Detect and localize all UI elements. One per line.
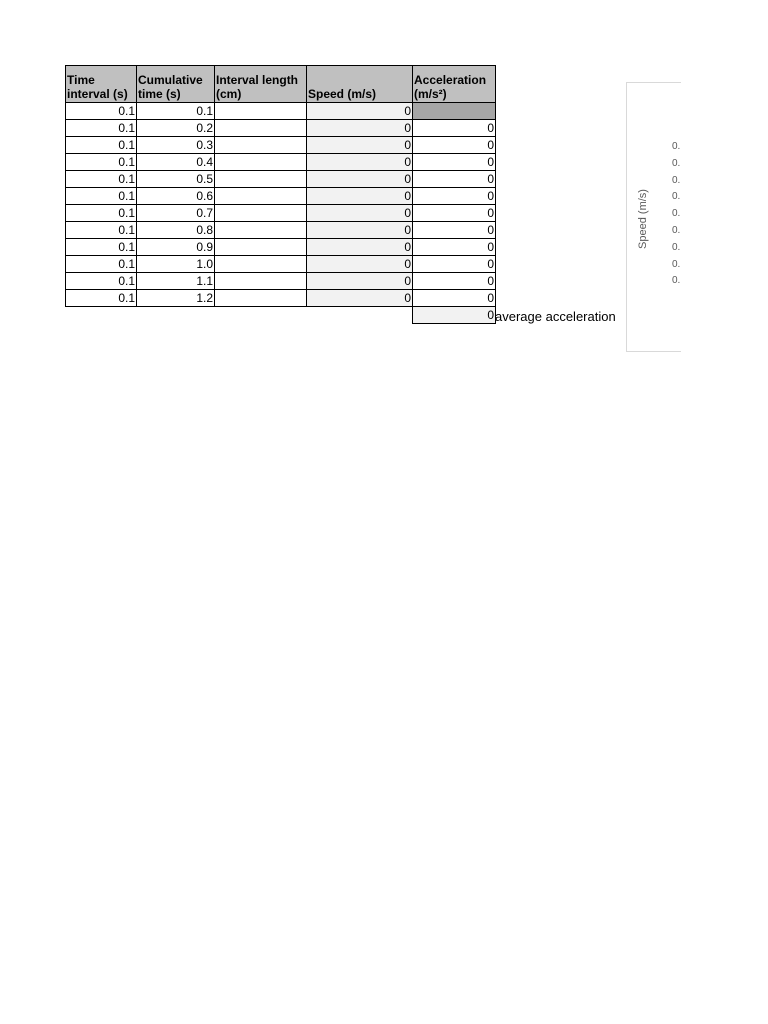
table-row (66, 188, 496, 205)
table-row (66, 273, 496, 290)
chart-y-axis-label-text: Speed (m/s) (637, 189, 649, 249)
table-row (66, 205, 496, 222)
cell-acceleration[interactable]: 0 (413, 222, 496, 239)
cell-time-interval[interactable]: 0.1 (66, 188, 137, 205)
cell-speed[interactable]: 0 (307, 137, 413, 154)
cell-cumulative-time[interactable]: 0.4 (137, 154, 215, 171)
cell-time-interval[interactable]: 0.1 (66, 137, 137, 154)
cell-acceleration[interactable]: 0 (413, 171, 496, 188)
table-row (66, 256, 496, 273)
chart-y-tick-label: 0. (672, 208, 681, 220)
cell-speed[interactable]: 0 (307, 154, 413, 171)
cell-acceleration[interactable]: 0 (413, 256, 496, 273)
table-row (66, 103, 496, 120)
cell-interval-length[interactable] (215, 137, 307, 154)
cell-time-interval[interactable]: 0.1 (66, 120, 137, 137)
cell-cumulative-time[interactable]: 0.9 (137, 239, 215, 256)
cell-acceleration[interactable]: 0 (413, 273, 496, 290)
header-speed[interactable]: Speed (m/s) (307, 66, 413, 103)
cell-acceleration[interactable]: 0 (413, 154, 496, 171)
table-row (66, 222, 496, 239)
table-row (66, 120, 496, 137)
empty-cell (66, 307, 137, 324)
cell-time-interval[interactable]: 0.1 (66, 273, 137, 290)
cell-cumulative-time[interactable]: 0.2 (137, 120, 215, 137)
cell-cumulative-time[interactable]: 1.2 (137, 290, 215, 307)
cell-speed[interactable]: 0 (307, 222, 413, 239)
cell-time-interval[interactable]: 0.1 (66, 205, 137, 222)
cell-time-interval[interactable]: 0.1 (66, 239, 137, 256)
chart-y-tick-label: 0. (672, 157, 681, 169)
cell-speed[interactable]: 0 (307, 256, 413, 273)
cell-speed[interactable]: 0 (307, 273, 413, 290)
chart-y-tick-label: 0. (672, 258, 681, 270)
cell-cumulative-time[interactable]: 0.6 (137, 188, 215, 205)
cell-cumulative-time[interactable]: 1.0 (137, 256, 215, 273)
chart-y-tick-label: 0. (672, 191, 681, 203)
header-interval-length[interactable]: Interval length (cm) (215, 66, 307, 103)
cell-acceleration[interactable]: 0 (413, 239, 496, 256)
empty-cell (215, 307, 307, 324)
cell-acceleration[interactable]: 0 (413, 120, 496, 137)
cell-interval-length[interactable] (215, 256, 307, 273)
average-acceleration-value[interactable]: 0 (413, 307, 496, 324)
cell-acceleration[interactable]: 0 (413, 290, 496, 307)
spreadsheet (65, 65, 496, 324)
empty-cell (307, 307, 413, 324)
cell-cumulative-time[interactable]: 1.1 (137, 273, 215, 290)
chart-y-tick-label: 0. (672, 225, 681, 236)
cell-time-interval[interactable]: 0.1 (66, 103, 137, 120)
table-row (66, 137, 496, 154)
cell-speed[interactable]: 0 (307, 103, 413, 120)
cell-interval-length[interactable] (215, 222, 307, 239)
cell-acceleration[interactable]: 0 (413, 205, 496, 222)
cell-cumulative-time[interactable]: 0.8 (137, 222, 215, 239)
cell-time-interval[interactable]: 0.1 (66, 290, 137, 307)
cell-cumulative-time[interactable]: 0.7 (137, 205, 215, 222)
header-acceleration[interactable]: Acceleration (m/s²) (413, 66, 496, 103)
empty-cell (137, 307, 215, 324)
cell-time-interval[interactable]: 0.1 (66, 154, 137, 171)
cell-time-interval[interactable]: 0.1 (66, 256, 137, 273)
cell-interval-length[interactable] (215, 290, 307, 307)
cell-acceleration[interactable]: 0 (413, 188, 496, 205)
cell-interval-length[interactable] (215, 188, 307, 205)
cell-speed[interactable]: 0 (307, 188, 413, 205)
chart-y-tick-label: 0. (672, 141, 681, 152)
cell-interval-length[interactable] (215, 239, 307, 256)
cell-speed[interactable]: 0 (307, 120, 413, 137)
cell-speed[interactable]: 0 (307, 239, 413, 256)
header-cumulative-time[interactable]: Cumulative time (s) (137, 66, 215, 103)
average-row (66, 307, 496, 324)
cell-time-interval[interactable]: 0.1 (66, 222, 137, 239)
chart-y-tick-label: 0. (672, 174, 681, 186)
speed-chart[interactable] (626, 82, 681, 352)
cell-speed[interactable]: 0 (307, 290, 413, 307)
cell-acceleration[interactable]: 0 (413, 137, 496, 154)
header-time-interval[interactable]: Time interval (s) (66, 66, 137, 103)
cell-speed[interactable]: 0 (307, 205, 413, 222)
table-row (66, 154, 496, 171)
chart-y-tick-label: 0. (672, 275, 681, 287)
cell-speed[interactable]: 0 (307, 171, 413, 188)
cell-interval-length[interactable] (215, 171, 307, 188)
cell-interval-length[interactable] (215, 205, 307, 222)
cell-interval-length[interactable] (215, 103, 307, 120)
table-row (66, 290, 496, 307)
header-row (66, 66, 496, 103)
cell-interval-length[interactable] (215, 154, 307, 171)
cell-cumulative-time[interactable]: 0.5 (137, 171, 215, 188)
cell-interval-length[interactable] (215, 273, 307, 290)
cell-interval-length[interactable] (215, 120, 307, 137)
cell-acceleration[interactable] (413, 103, 496, 120)
table-row (66, 171, 496, 188)
table-row (66, 239, 496, 256)
average-acceleration-label: average acceleration (495, 309, 616, 324)
cell-cumulative-time[interactable]: 0.3 (137, 137, 215, 154)
cell-cumulative-time[interactable]: 0.1 (137, 103, 215, 120)
chart-y-tick-label: 0. (672, 241, 681, 253)
cell-time-interval[interactable]: 0.1 (66, 171, 137, 188)
data-table (65, 65, 496, 324)
